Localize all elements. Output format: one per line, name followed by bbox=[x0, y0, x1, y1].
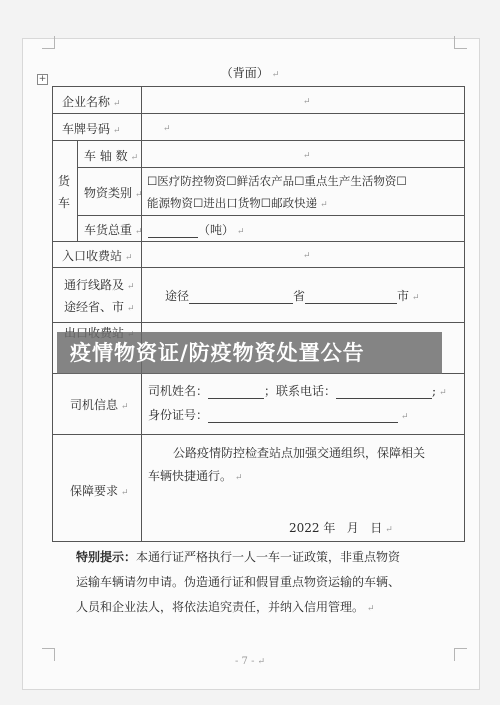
date-line: 2022 年 月 日 ↵ bbox=[289, 521, 393, 535]
route-label: 通行线路及 ↵ bbox=[64, 278, 135, 292]
driver-info-label: 司机信息 ↵ bbox=[70, 398, 129, 412]
margin-corner-mark bbox=[454, 36, 467, 49]
driver-name-phone-field[interactable]: 司机姓名： ；联系电话： ; ↵ bbox=[148, 384, 447, 398]
company-name-field[interactable]: ↵ bbox=[303, 97, 311, 107]
page-number: - 7 - ↵ bbox=[234, 656, 266, 667]
entry-station-field[interactable]: ↵ bbox=[303, 251, 311, 261]
gross-weight-label: 车货总重 ↵ bbox=[84, 223, 143, 237]
gross-weight-field[interactable]: （吨） ↵ bbox=[148, 221, 245, 238]
material-type-label: 物资类别 ↵ bbox=[84, 186, 143, 200]
banner-title: 疫情物资证/防疫物资处置公告 bbox=[70, 341, 365, 365]
axle-label: 车 轴 数 ↵ bbox=[84, 149, 139, 163]
notice-line: 人员和企业法人，将依法追究责任，并纳入信用管理。 ↵ bbox=[76, 600, 375, 614]
route-label: 途经省、市 ↵ bbox=[64, 300, 135, 314]
route-field[interactable]: 途径 省 市 ↵ bbox=[165, 289, 420, 303]
company-name-label: 企业名称 ↵ bbox=[62, 95, 121, 109]
material-options-line1[interactable]: ☐医疗防控物资☐鲜活农产品☐重点生产生活物资☐ bbox=[147, 174, 407, 188]
guarantee-text: 公路疫情防控检查站点加强交通组织，保障相关 bbox=[173, 446, 426, 460]
guarantee-label: 保障要求 ↵ bbox=[70, 484, 129, 498]
notice-line: 运输车辆请勿申请。伪造通行证和假冒重点物资运输的车辆、 bbox=[76, 575, 401, 589]
notice-line: 特别提示：本通行证严格执行一人一车一证政策，非重点物资 bbox=[76, 550, 401, 564]
axle-field[interactable]: ↵ bbox=[303, 151, 311, 161]
plate-label: 车牌号码 ↵ bbox=[62, 122, 121, 136]
driver-id-field[interactable]: 身份证号： ↵ bbox=[148, 408, 409, 422]
entry-station-label: 入口收费站 ↵ bbox=[62, 249, 133, 263]
back-side-label: （背面） ↵ bbox=[220, 66, 280, 80]
guarantee-text: 车辆快捷通行。 ↵ bbox=[148, 469, 243, 483]
margin-corner-mark bbox=[42, 36, 55, 49]
material-options-line2[interactable]: 能源物资☐进出口货物☐邮政快递 ↵ bbox=[147, 196, 328, 210]
plate-field[interactable]: ↵ bbox=[163, 124, 171, 134]
table-move-handle-icon[interactable]: + bbox=[38, 74, 47, 84]
cargo-vehicle-label: 货 bbox=[58, 174, 71, 188]
cargo-vehicle-label: 车 bbox=[58, 196, 71, 210]
